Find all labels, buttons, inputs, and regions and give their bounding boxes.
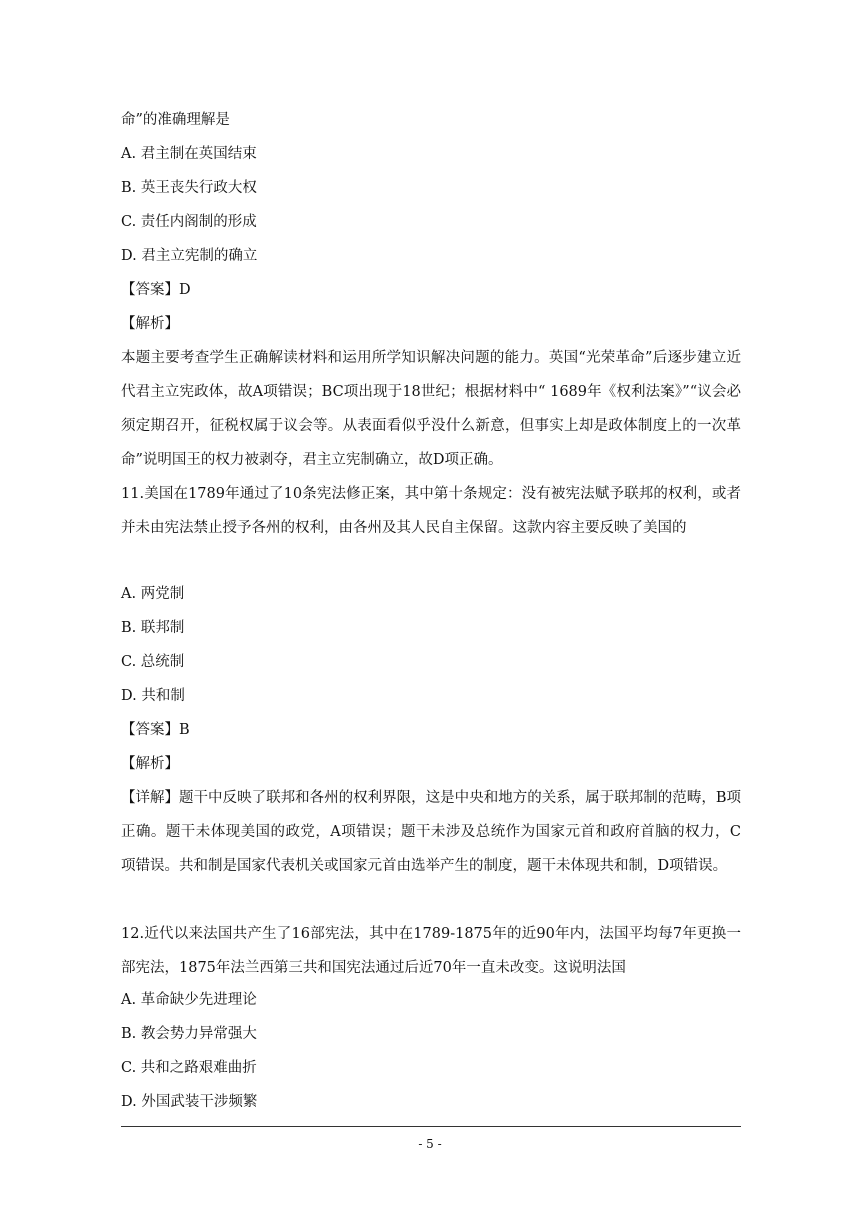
- q10-stem-tail: 命”的准确理解是: [121, 112, 230, 128]
- footer-divider: [121, 1126, 741, 1127]
- q10-option-c: C. 责任内阁制的形成: [121, 214, 257, 230]
- q11-option-a: A. 两党制: [121, 586, 185, 602]
- q12-option-c: C. 共和之路艰难曲折: [121, 1060, 257, 1076]
- q11-option-d: D. 共和制: [121, 688, 185, 704]
- q12-stem: 12.近代以来法国共产生了16部宪法，其中在1789-1875年的近90年内，法国平均每7年更换一部宪法，1875年法兰西第三共和国宪法通过后近70年一直未改变。这说明法国: [121, 926, 741, 976]
- q10-option-b: B. 英王丧失行政大权: [121, 180, 257, 196]
- q11-stem: 11.美国在1789年通过了10条宪法修正案，其中第十条规定：没有被宪法赋予联邦的权利，或者并未由宪法禁止授予各州的权利，由各州及其人民自主保留。这款内容主要反映了美国的: [121, 486, 741, 536]
- q10-analysis-text: 本题主要考查学生正确解读材料和运用所学知识解决问题的能力。英国“光荣革命”后逐步建立近代君主立宪政体，故A项错误；BC项出现于18世纪；根据材料中“ 1689年《权利法案》”“议会必须定期召开，征税权属于议会等。从表面看似乎没什么新意，但事实上却是政体制度上的一次革命”说明国王的权力被剥夺，君主立宪制确立，故D项正确。: [121, 350, 741, 468]
- q10-analysis-heading: 【解析】: [121, 316, 179, 332]
- q11-option-c: C. 总统制: [121, 654, 185, 670]
- q10-answer: 【答案】D: [121, 282, 191, 298]
- q11-analysis-text: 【详解】题干中反映了联邦和各州的权利界限，这是中央和地方的关系，属于联邦制的范畴，B项正确。题干未体现美国的政党，A项错误；题干未涉及总统作为国家元首和政府首脑的权力，C 项错误。共和制是国家代表机关或国家元首由选举产生的制度，题干未体现共和制，D项错误。: [121, 790, 741, 874]
- q11-answer: 【答案】B: [121, 722, 190, 738]
- q10-option-d: D. 君主立宪制的确立: [121, 248, 258, 264]
- q12-option-a: A. 革命缺少先进理论: [121, 992, 257, 1008]
- q11-analysis-heading: 【解析】: [121, 756, 179, 772]
- q11-option-b: B. 联邦制: [121, 620, 185, 636]
- q12-option-b: B. 教会势力异常强大: [121, 1026, 257, 1042]
- q12-option-d: D. 外国武装干涉频繁: [121, 1094, 258, 1110]
- q10-option-a: A. 君主制在英国结束: [121, 146, 257, 162]
- page-number: - 5 -: [418, 1137, 442, 1151]
